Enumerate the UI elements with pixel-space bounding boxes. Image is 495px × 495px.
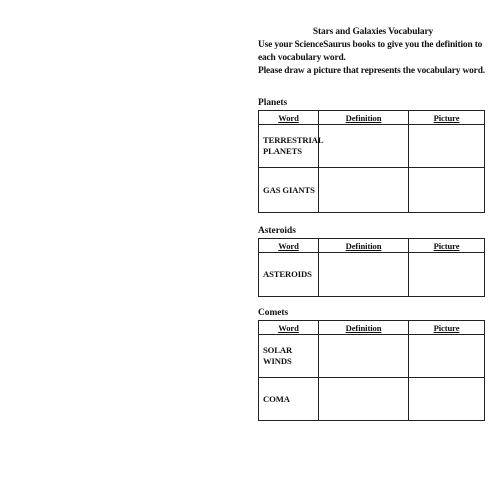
column-header-definition: Definition <box>319 239 409 253</box>
table-row <box>259 168 485 213</box>
asteroids-table <box>258 238 485 297</box>
column-header-word: Word <box>259 239 319 253</box>
instructions <box>258 39 490 78</box>
word-cell: SOLAR WINDS <box>259 335 319 378</box>
picture-cell[interactable] <box>409 168 485 213</box>
column-header-picture: Picture <box>409 111 485 125</box>
word-cell: GAS GIANTS <box>259 168 319 213</box>
column-header-word: Word <box>259 111 319 125</box>
instruction-line: Use your ScienceSaurus books to give you the definition to <box>258 40 483 50</box>
picture-cell[interactable] <box>409 125 485 168</box>
planets-table <box>258 110 485 213</box>
column-header-picture: Picture <box>409 321 485 335</box>
definition-cell[interactable] <box>319 378 409 421</box>
definition-cell[interactable] <box>319 168 409 213</box>
column-header-picture: Picture <box>409 239 485 253</box>
word-cell: ASTEROIDS <box>259 253 319 297</box>
table-row <box>259 378 485 421</box>
word-cell: COMA <box>259 378 319 421</box>
worksheet-title: Stars and Galaxies Vocabulary <box>312 27 434 37</box>
instruction-line: each vocabulary word. <box>258 53 346 63</box>
table-header-row <box>259 239 485 253</box>
table-row <box>259 253 485 297</box>
definition-cell[interactable] <box>319 335 409 378</box>
table-header-row <box>259 111 485 125</box>
word-cell: TERRESTRIAL PLANETS <box>259 125 319 168</box>
column-header-definition: Definition <box>319 111 409 125</box>
picture-cell[interactable] <box>409 253 485 297</box>
instruction-line: Please draw a picture that represents the vocabulary word. <box>258 66 485 76</box>
definition-cell[interactable] <box>319 125 409 168</box>
column-header-word: Word <box>259 321 319 335</box>
definition-cell[interactable] <box>319 253 409 297</box>
table-header-row <box>259 321 485 335</box>
table-row <box>259 335 485 378</box>
table-row <box>259 125 485 168</box>
column-header-definition: Definition <box>319 321 409 335</box>
picture-cell[interactable] <box>409 378 485 421</box>
picture-cell[interactable] <box>409 335 485 378</box>
comets-table <box>258 320 485 421</box>
section-label-comets: Comets <box>258 308 289 318</box>
section-label-asteroids: Asteroids <box>258 226 296 236</box>
section-label-planets: Planets <box>258 98 288 108</box>
